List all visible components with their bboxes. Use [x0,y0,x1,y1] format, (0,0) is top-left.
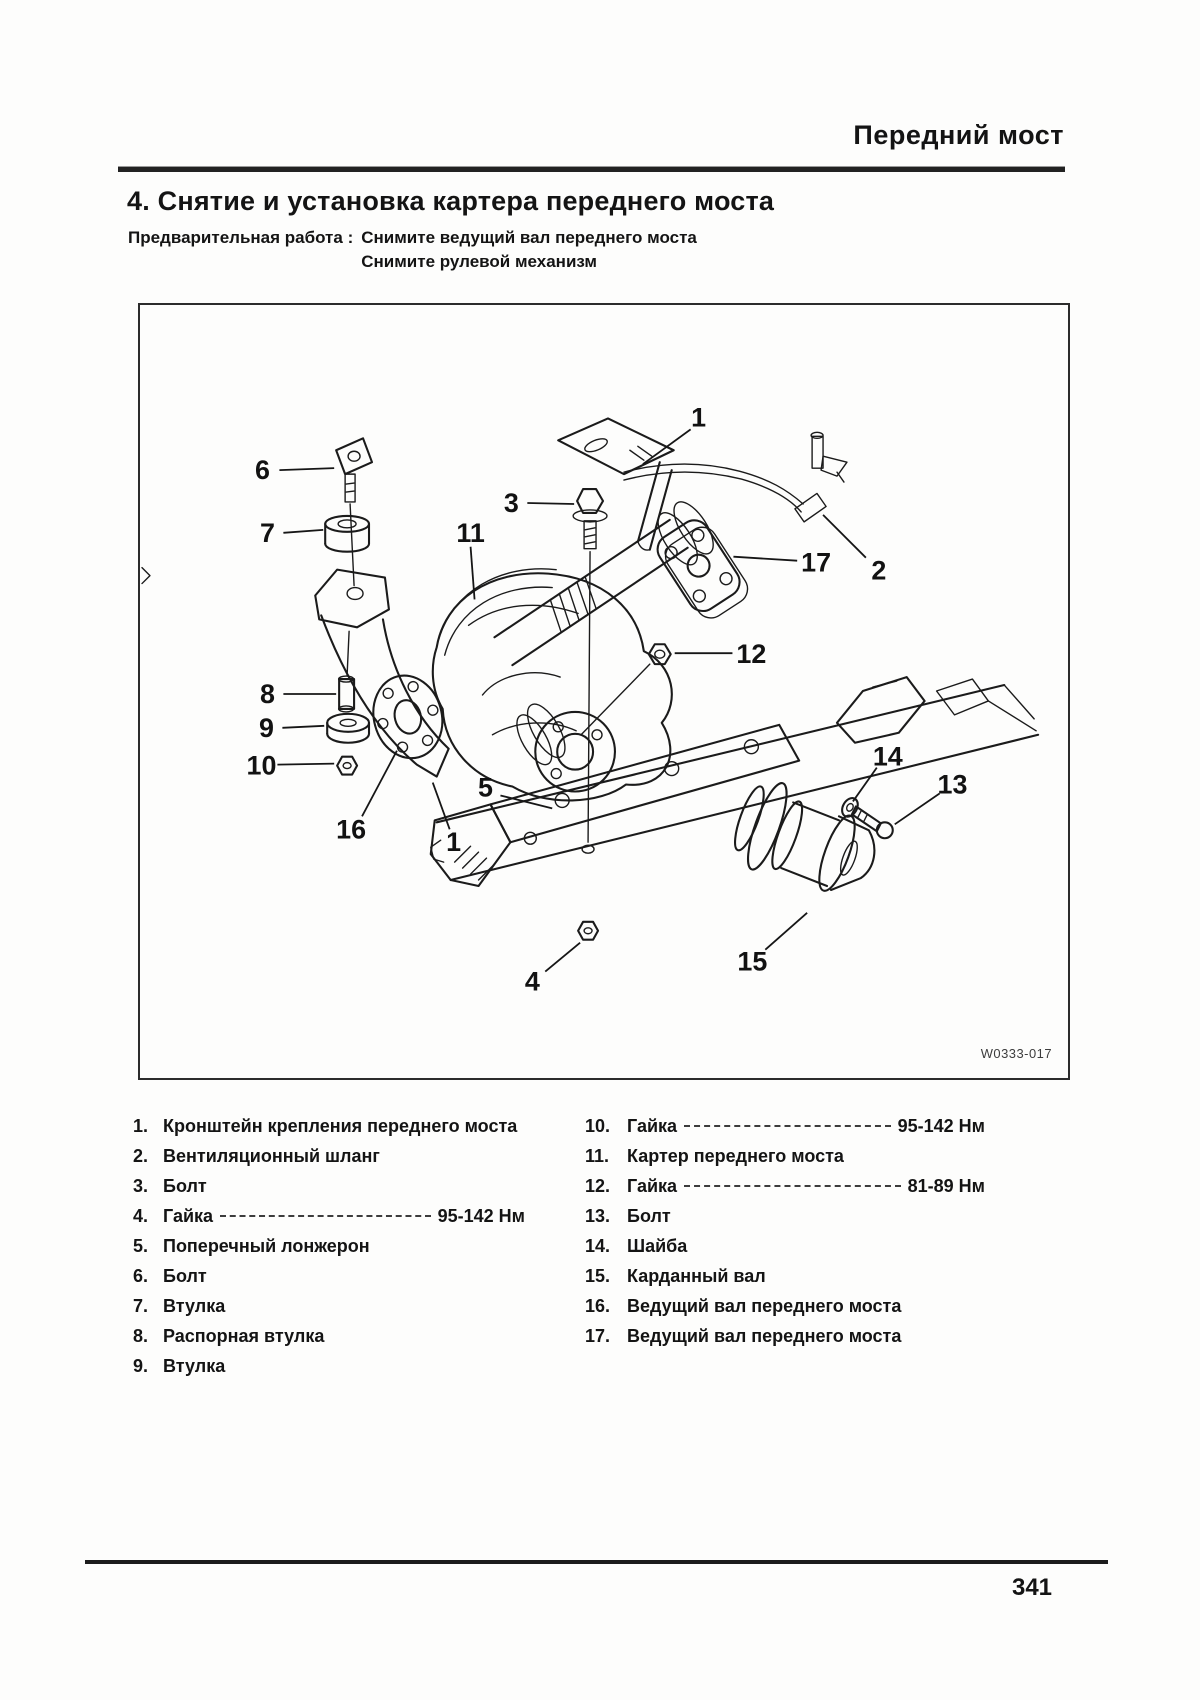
pinion-flange [510,698,615,791]
callout-number: 5 [478,772,493,803]
drive-shaft-flange-16 [364,668,451,766]
parts-column-left [133,1116,525,1386]
list-item [133,1176,525,1206]
list-item-num: 14. [585,1236,611,1256]
bolt-6 [336,438,372,502]
list-item [133,1266,525,1296]
section-header: Передний мост [853,120,1064,150]
list-item-num: 10. [585,1116,611,1136]
list-item [585,1266,985,1296]
list-item-num: 8. [133,1326,149,1346]
drive-shaft-flange-17 [652,515,753,624]
callout-number: 1 [446,827,462,858]
torque-value: 81-89 Нм [907,1176,985,1196]
page-number: 341 [1011,1574,1053,1601]
list-item-name: Гайка [163,1206,214,1226]
list-item-num: 4. [133,1206,149,1226]
callout-number: 14 [872,741,903,772]
frame-notch [142,568,150,584]
list-item-name: Болт [163,1176,207,1196]
list-item [585,1206,985,1236]
callout-leader [279,468,334,470]
callout-number: 3 [503,487,519,518]
list-item [585,1236,985,1266]
list-item-num: 3. [133,1176,149,1196]
callout-number: 1 [691,402,707,433]
list-item-name: Втулка [163,1356,226,1376]
callout-number: 7 [259,517,275,548]
list-item-name: Кронштейн крепления переднего моста [163,1116,518,1136]
figure-code: W0333-017 [980,1046,1053,1062]
list-item-name: Карданный вал [627,1266,766,1286]
prework-steps [361,226,697,274]
callout-number: 6 [254,455,270,486]
callout-number: 15 [737,946,768,977]
callout-number: 8 [259,678,275,709]
callout-number: 17 [801,547,832,578]
list-item-name: Болт [627,1206,671,1226]
callout-leader [545,943,580,972]
list-item-name: Ведущий вал переднего моста [627,1296,902,1316]
footer-rule [85,1560,1108,1564]
page-title: 4. Снятие и установка картера переднего моста [127,186,775,216]
bushing-9 [327,714,369,743]
spacer-bushing-8 [339,676,354,712]
list-item-num: 7. [133,1296,149,1316]
callout-number: 4 [524,966,540,997]
nut-12 [581,644,671,735]
callout-leader [733,557,797,561]
preliminary-work [128,226,697,274]
callout-leader [362,751,397,817]
callout-number: 12 [736,639,767,670]
callout-leader [277,764,334,765]
torque-value: 95-142 Нм [437,1206,525,1226]
list-item-name: Втулка [163,1296,226,1316]
list-item [585,1176,985,1206]
list-item [585,1296,985,1326]
list-item [133,1116,525,1146]
list-item [585,1326,985,1356]
prework-step: Снимите ведущий вал переднего моста [361,228,697,247]
list-item-num: 6. [133,1266,149,1286]
list-item-num: 17. [585,1326,611,1346]
callout-leader [283,530,323,533]
callout-number: 11 [456,517,485,548]
callout-leader [527,503,574,504]
list-item-num: 9. [133,1356,149,1376]
bushing-7 [325,516,369,552]
list-item [133,1236,525,1266]
bolt-13 [852,806,893,838]
list-item [133,1206,525,1236]
list-item [133,1326,525,1356]
list-item-num: 15. [585,1266,611,1286]
propeller-shaft-15 [729,779,874,894]
callout-number: 9 [258,712,274,743]
callout-leader [643,429,691,464]
vent-hose-2 [624,432,847,522]
prework-step: Снимите рулевой механизм [361,252,598,271]
list-item-name: Шайба [627,1236,688,1256]
torque-value: 95-142 Нм [897,1116,985,1136]
list-item-name: Гайка [627,1116,678,1136]
callout-leader [895,793,940,824]
torque-leader [684,1185,901,1187]
list-item-num: 5. [133,1236,149,1256]
exploded-view-figure [138,303,1070,1080]
list-item-num: 13. [585,1206,611,1226]
callout-number: 10 [246,750,277,781]
list-item [133,1146,525,1176]
parts-column-right [585,1116,985,1356]
list-item [133,1296,525,1326]
list-item-num: 2. [133,1146,149,1166]
list-item-name: Болт [163,1266,207,1286]
list-item [585,1116,985,1146]
callout-leader [282,726,324,728]
callout-number: 13 [937,769,968,800]
torque-leader [220,1215,431,1217]
axle-diagram [140,305,1068,1078]
list-item-num: 11. [585,1146,610,1166]
prework-label: Предварительная работа : [128,228,354,247]
nut-4 [578,922,598,940]
mounting-bracket-1 [558,418,674,550]
callout-leader [765,913,807,950]
callout-leader [853,768,877,802]
list-item [133,1356,525,1386]
callout-number: 16 [336,814,367,845]
list-item-num: 1. [133,1116,149,1136]
torque-leader [684,1125,891,1127]
list-item-name: Поперечный лонжерон [163,1236,370,1256]
list-item [585,1146,985,1176]
list-item-name: Ведущий вал переднего моста [627,1326,902,1346]
list-item-num: 12. [585,1176,611,1196]
header-rule [118,166,1065,172]
list-item-name: Картер переднего моста [627,1146,844,1166]
nut-10 [337,757,357,775]
list-item-name: Распорная втулка [163,1326,325,1346]
callout-number: 2 [871,555,887,586]
list-item-num: 16. [585,1296,611,1316]
list-item-name: Гайка [627,1176,678,1196]
list-item-name: Вентиляционный шланг [163,1146,380,1166]
